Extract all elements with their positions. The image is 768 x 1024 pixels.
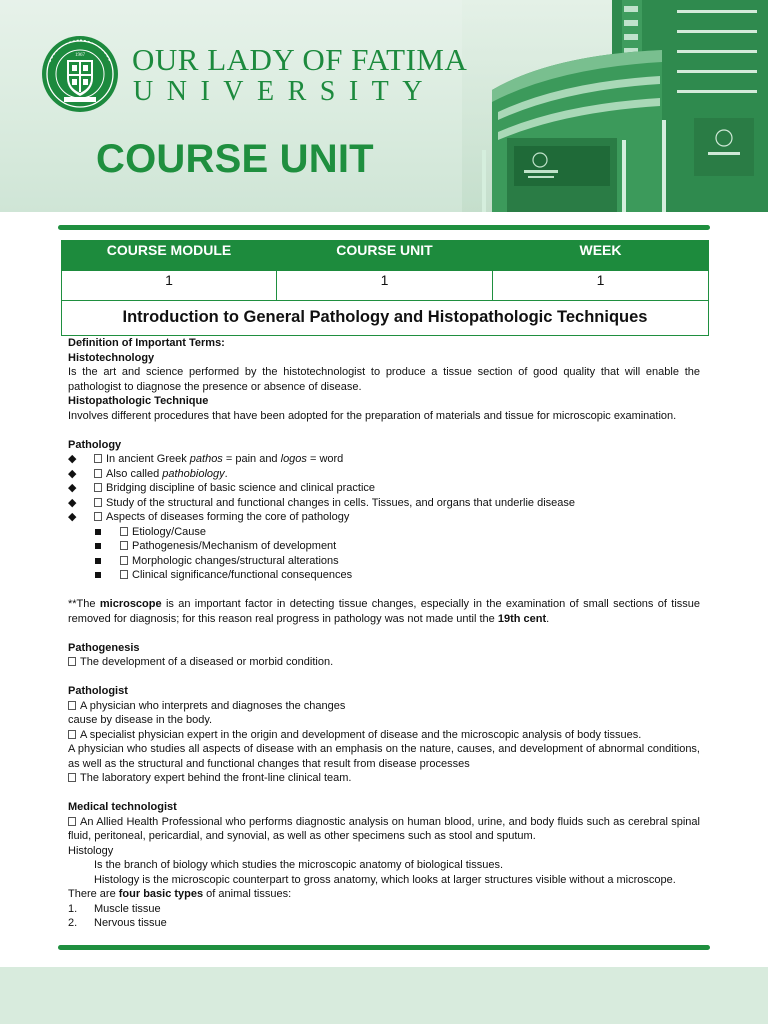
footer-band [0,967,768,1024]
list-item: Etiology/Cause [68,525,700,540]
list-item: ◆ Study of the structural and functional changes in cells. Tissues, and organs that underlie disease [68,496,576,509]
diamond-bullet-icon: ◆ [68,467,77,480]
square-bullet-icon [95,529,101,535]
header-banner [0,0,768,212]
pathogenesis-heading: Pathogenesis [68,641,140,654]
histopathologic-text: Involves different procedures that have been adopted for the preparation of materials and tissue for microscopic examination. [68,409,677,422]
square-bullet-icon [95,543,101,549]
university-name-line1: OUR LADY OF FATIMA [132,42,468,77]
pathologist-heading: Pathologist [68,685,128,697]
pathologist-line: A physician who interprets and diagnoses the changes [68,699,700,714]
checkbox-glyph-icon [120,556,128,565]
course-module-value: 1 [62,271,277,301]
list-item: 2. Nervous tissue [68,917,167,929]
list-item: ◆ Also called pathobiology. [68,467,228,480]
tissue-types-intro: There are four basic types of animal tissues: [68,888,292,900]
histology-line: Histology is the microscopic counterpart to gross anatomy, which looks at larger structures visible without a microscope. [94,873,676,886]
pathologist-line: cause by disease in the body. [68,714,213,726]
checkbox-glyph-icon [68,657,76,666]
topic-title: Introduction to General Pathology and Histopathologic Techniques [62,301,709,336]
list-item: ◆ In ancient Greek pathos = pain and logos = word [68,453,344,465]
week-value: 1 [493,271,709,301]
list-item: ◆ Bridging discipline of basic science and clinical practice [68,482,376,494]
definitions-heading: Definition of Important Terms: [68,337,225,349]
histology-heading: Histology [68,844,114,857]
histotechnology-heading: Histotechnology [68,351,155,364]
header-course-unit: COURSE UNIT [277,241,493,271]
histopathologic-heading: Histopathologic Technique [68,395,209,407]
diamond-bullet-icon: ◆ [68,496,77,509]
header-week: WEEK [493,241,709,271]
square-bullet-icon [95,572,101,578]
pathogenesis-text: The development of a diseased or morbid condition. [68,655,700,670]
table-topic-row [62,301,709,336]
pathologist-line: A physician who studies all aspects of disease with an emphasis on the nature, causes, and development of abnormal conditions, as well as the structural and functional changes that result from disease processes [68,743,700,770]
square-bullet-icon [95,558,101,564]
checkbox-glyph-icon [94,483,102,492]
course-info-table [61,240,709,336]
histotechnology-text: Is the art and science performed by the histotechnologist to produce a tissue section of good quality that will enable the pathologist to diagnose the presence or absence of disease. [68,366,700,393]
university-name-line2: UNIVERSITY [133,76,436,107]
pathologist-line: A specialist physician expert in the origin and development of disease and the microscopic analysis of body tissues. [68,728,700,743]
course-unit-value: 1 [277,271,493,301]
seal-year: 1967 [75,53,85,58]
histology-line: Is the branch of biology which studies the microscopic anatomy of biological tissues. [94,859,504,871]
diamond-bullet-icon: ◆ [68,482,77,494]
medtech-text: An Allied Health Professional who performs diagnostic analysis on human blood, urine, and body fluids such as cerebral spinal fluid, peritoneal, pericardial, and synovial, as well as other specimens such as stool and sputum. [68,815,700,842]
table-header-row [62,241,709,271]
checkbox-glyph-icon [120,570,128,579]
diamond-bullet-icon: ◆ [68,453,77,465]
checkbox-glyph-icon [120,527,128,536]
pathologist-line: The laboratory expert behind the front-line clinical team. [68,771,700,786]
list-item: Clinical significance/functional consequences [68,568,700,583]
checkbox-glyph-icon [94,498,102,507]
table-value-row [62,271,709,301]
campus-building-image [462,0,768,212]
medtech-heading: Medical technologist [68,801,177,813]
checkbox-glyph-icon [68,817,76,826]
document-title: COURSE UNIT [96,137,374,181]
content-body [68,336,700,931]
microscope-paragraph: **The microscope is an important factor in detecting tissue changes, especially in the examination of small sections of tissue removed for diagnosis; for this reason real progress in pathology was not made until the 19th cent. [68,598,701,625]
checkbox-glyph-icon [68,773,76,782]
list-item: Morphologic changes/structural alterations [68,554,700,569]
checkbox-glyph-icon [68,701,76,710]
diamond-bullet-icon: ◆ [68,511,77,523]
checkbox-glyph-icon [120,541,128,550]
bottom-divider [58,945,710,950]
list-item: Pathogenesis/Mechanism of development [68,539,700,554]
checkbox-glyph-icon [94,454,102,463]
checkbox-glyph-icon [94,469,102,478]
top-divider [58,225,710,230]
pathology-heading: Pathology [68,438,122,451]
university-seal-icon [40,34,120,114]
checkbox-glyph-icon [68,730,76,739]
list-item: 1. Muscle tissue [68,902,161,915]
header-course-module: COURSE MODULE [62,241,277,271]
list-item: ◆ Aspects of diseases forming the core of pathology [68,511,350,523]
checkbox-glyph-icon [94,512,102,521]
